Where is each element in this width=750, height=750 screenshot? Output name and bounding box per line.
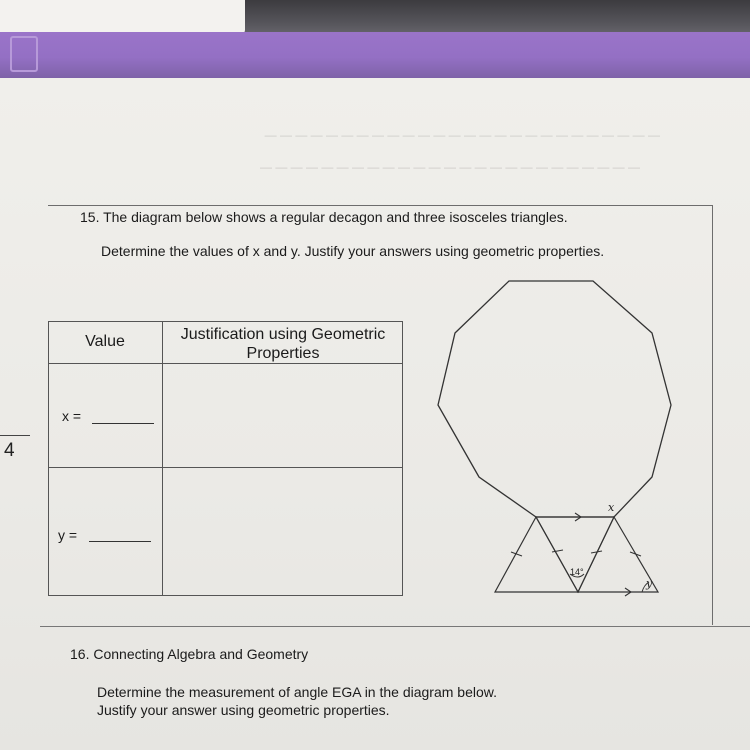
page-number: 4 (4, 440, 15, 461)
bleed-through-text: — — — — — — — — — — — — — — — — — — — — — — — — — — (264, 128, 660, 142)
table-row-divider (48, 467, 403, 468)
x-answer-label: x = (62, 408, 82, 424)
regular-decagon (438, 281, 671, 517)
bleed-through-text: — — — — — — — — — — — — — — — — — — — — — — — — — (259, 160, 640, 174)
table-header-value: Value (85, 333, 125, 350)
score-line (0, 435, 30, 436)
left-isosceles-triangle (495, 517, 578, 592)
question-15-title: 15. The diagram below shows a regular decagon and three isosceles triangles. (80, 209, 568, 225)
question-16-text (97, 683, 497, 719)
middle-isosceles-triangle (536, 517, 614, 592)
table-header-justification: Justification using Geometric Properties (180, 326, 386, 362)
question-15-instruction: Determine the values of x and y. Justify your answers using geometric properties. (101, 243, 605, 259)
parallel-arrow-marks (575, 513, 631, 596)
question-16-line-2: Justify your answer using geometric properties. (97, 702, 390, 718)
x-answer-blank[interactable] (92, 423, 154, 424)
decagon-diagram (420, 270, 690, 605)
question-16-title: 16. Connecting Algebra and Geometry (70, 646, 309, 662)
purple-folder-band (0, 32, 750, 78)
paper-corner-top (0, 0, 245, 34)
table-header-divider (48, 363, 403, 364)
question-16-line-1: Determine the measurement of angle EGA in the diagram below. (97, 684, 497, 700)
question-divider (40, 626, 750, 627)
label-x: x (608, 501, 615, 514)
label-y: y (646, 577, 653, 590)
tick-marks (511, 550, 641, 556)
label-angle-14: 14° (570, 567, 584, 577)
y-answer-blank[interactable] (89, 541, 151, 542)
y-answer-label: y = (58, 527, 78, 543)
folder-notch (10, 36, 38, 72)
